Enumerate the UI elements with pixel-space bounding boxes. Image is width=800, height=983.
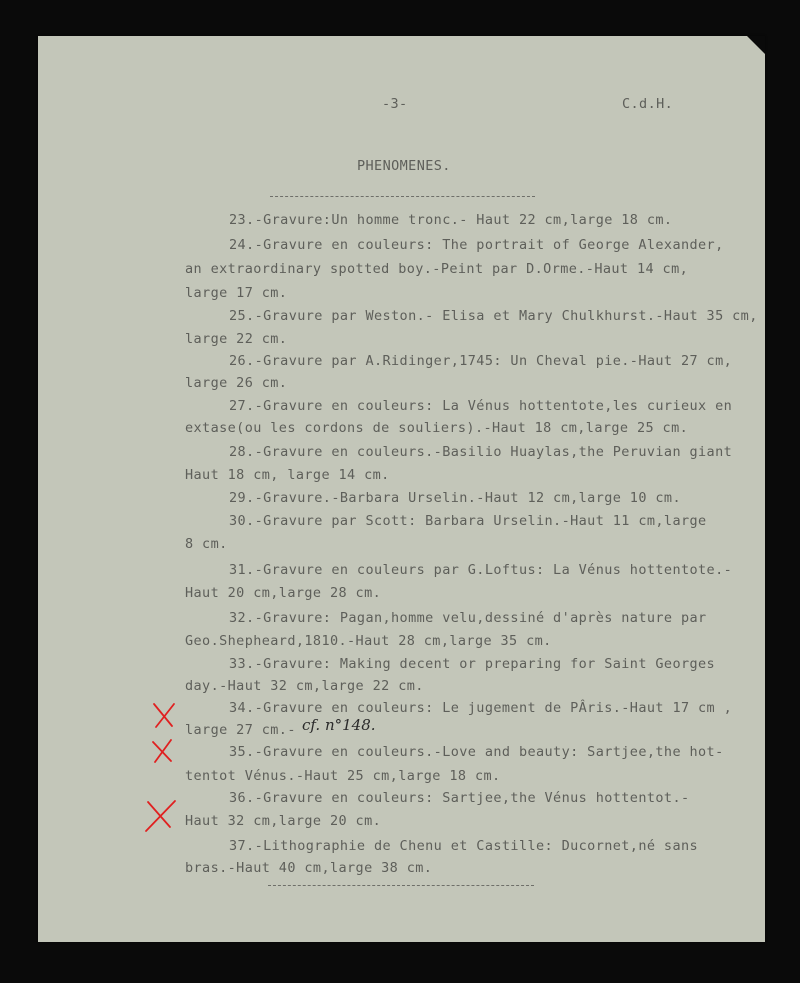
entry-line: 8 cm. (185, 536, 228, 552)
entry-line: 32.-Gravure: Pagan,homme velu,dessiné d'après nature par (229, 610, 707, 626)
entry-line: 24.-Gravure en couleurs: The portrait of George Alexander, (229, 237, 724, 253)
entry-line: extase(ou les cordons de souliers).-Haut 18 cm,large 25 cm. (185, 420, 689, 436)
entry-line: 23.-Gravure:Un homme tronc.- Haut 22 cm,large 18 cm. (229, 212, 673, 228)
entry-line: bras.-Haut 40 cm,large 38 cm. (185, 860, 433, 876)
page-title: PHENOMENES. (357, 158, 451, 174)
red-x-mark-icon (149, 737, 177, 765)
entry-line: 36.-Gravure en couleurs: Sartjee,the Vénus hottentot.- (229, 790, 690, 806)
entry-line: 33.-Gravure: Making decent or preparing for Saint Georges (229, 656, 716, 672)
red-x-mark-icon (142, 797, 180, 835)
document-code: C.d.H. (622, 96, 674, 112)
handwritten-note: cf. n°148. (302, 716, 376, 734)
entry-line: 34.-Gravure en couleurs: Le jugement de PÂris.-Haut 17 cm , (229, 700, 733, 716)
entry-line: 31.-Gravure en couleurs par G.Loftus: La Vénus hottentote.- (229, 562, 733, 578)
entry-line: Geo.Shepheard,1810.-Haut 28 cm,large 35 cm. (185, 633, 552, 649)
entry-line: 37.-Lithographie de Chenu et Castille: Ducornet,né sans (229, 838, 699, 854)
entry-line: large 17 cm. (185, 285, 288, 301)
folded-corner (747, 36, 765, 54)
entry-line: Haut 18 cm, large 14 cm. (185, 467, 390, 483)
entry-line: 25.-Gravure par Weston.- Elisa et Mary Chulkhurst.-Haut 35 cm, (229, 308, 758, 324)
entry-line: Haut 20 cm,large 28 cm. (185, 585, 382, 601)
entry-line: Haut 32 cm,large 20 cm. (185, 813, 382, 829)
entry-line: an extraordinary spotted boy.-Peint par D.Orme.-Haut 14 cm, (185, 261, 689, 277)
entry-line: 27.-Gravure en couleurs: La Vénus hottentote,les curieux en (229, 398, 733, 414)
title-rule (270, 196, 535, 197)
entry-line: day.-Haut 32 cm,large 22 cm. (185, 678, 424, 694)
entry-line: large 22 cm. (185, 331, 288, 347)
entry-line: tentot Vénus.-Haut 25 cm,large 18 cm. (185, 768, 501, 784)
entry-line: 29.-Gravure.-Barbara Urselin.-Haut 12 cm,large 10 cm. (229, 490, 681, 506)
entry-line: large 26 cm. (185, 375, 288, 391)
red-x-mark-icon (150, 700, 180, 730)
entry-line: 30.-Gravure par Scott: Barbara Urselin.-Haut 11 cm,large (229, 513, 707, 529)
entry-line: large 27 cm.- (185, 722, 296, 738)
entry-line: 35.-Gravure en couleurs.-Love and beauty: Sartjee,the hot- (229, 744, 724, 760)
entry-line: 28.-Gravure en couleurs.-Basilio Huaylas,the Peruvian giant (229, 444, 733, 460)
entry-line: 26.-Gravure par A.Ridinger,1745: Un Cheval pie.-Haut 27 cm, (229, 353, 733, 369)
page-number: -3- (382, 96, 408, 112)
closing-rule (268, 885, 534, 886)
